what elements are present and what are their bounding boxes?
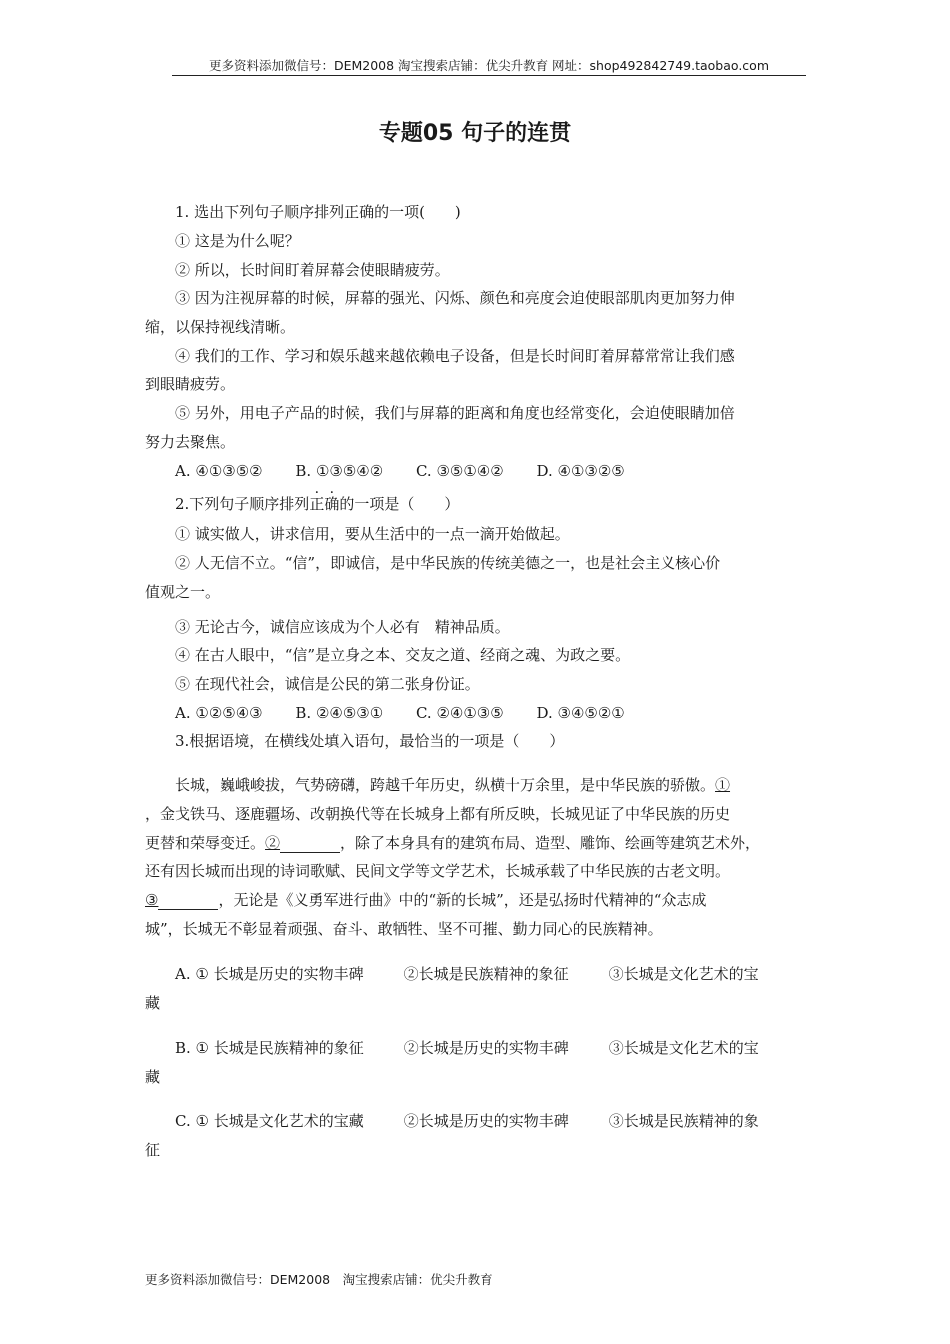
q1-sentence-3: ③ 因为注视屏幕的时候，屏幕的强光、闪烁、颜色和亮度会迫使眼部肌肉更加努力伸 bbox=[175, 289, 735, 307]
q3-option-a[interactable]: A. ① 长城是历史的实物丰碑 ②长城是民族精神的象征 ③长城是文化艺术的宝 bbox=[175, 965, 759, 983]
q3-passage-line-3: 更替和荣辱变迁。② ，除了本身具有的建筑布局、造型、雕饰、绘画等建筑艺术外， bbox=[145, 834, 761, 852]
q3-stem: 3.根据语境，在横线处填入语句，最恰当的一项是（ ） bbox=[175, 732, 565, 750]
q3-passage-line-4: 还有因长城而出现的诗词歌赋、民间文学等文学艺术，长城承载了中华民族的古老文明。 bbox=[145, 862, 731, 880]
q2-sentence-5: ⑤ 在现代社会，诚信是公民的第二张身份证。 bbox=[175, 675, 480, 693]
q3-passage-line-5: ③ ，无论是《义勇军进行曲》中的“新的长城”，还是弘扬时代精神的“众志成 bbox=[145, 891, 707, 909]
q3-option-c[interactable]: C. ① 长城是文化艺术的宝藏 ②长城是历史的实物丰碑 ③长城是民族精神的象 bbox=[175, 1112, 759, 1130]
blank-marker-3: ③ bbox=[145, 891, 159, 909]
q1-sentence-4: ④ 我们的工作、学习和娱乐越来越依赖电子设备，但是长时间盯着屏幕常常让我们感 bbox=[175, 347, 735, 365]
q3-passage-line-6: 城”，长城无不彰显着顽强、奋斗、敢牺牲、坚不可摧、勤力同心的民族精神。 bbox=[145, 920, 663, 938]
q1-sentence-5-cont: 努力去聚焦。 bbox=[145, 433, 236, 451]
q1-sentence-3-cont: 缩，以保持视线清晰。 bbox=[145, 318, 296, 336]
q1-option-c[interactable]: C. ③⑤①④② bbox=[415, 462, 504, 480]
q3-option-a-cont: 藏 bbox=[145, 994, 161, 1012]
q3-passage-line-2: ，金戈铁马、逐鹿疆场、改朝换代等在长城身上都有所反映，长城见证了中华民族的历史 bbox=[145, 805, 731, 823]
header-divider bbox=[172, 75, 806, 76]
q2-sentence-2: ② 人无信不立。“信”，即诚信，是中华民族的传统美德之一，也是社会主义核心价 bbox=[175, 554, 721, 572]
page-title: 专题05 句子的连贯 bbox=[378, 121, 572, 146]
q1-sentence-5: ⑤ 另外，用电子产品的时候，我们与屏幕的距离和角度也经常变化，会迫使眼睛加倍 bbox=[175, 404, 735, 422]
blank-marker-1: ① bbox=[715, 776, 731, 794]
q1-option-b[interactable]: B. ①③⑤④② bbox=[295, 462, 384, 480]
q3-option-b-cont: 藏 bbox=[145, 1068, 161, 1086]
q2-sentence-4: ④ 在古人眼中，“信”是立身之本、交友之道、经商之魂、为政之要。 bbox=[175, 646, 631, 664]
q3-option-b[interactable]: B. ① 长城是民族精神的象征 ②长城是历史的实物丰碑 ③长城是文化艺术的宝 bbox=[175, 1039, 759, 1057]
q3-option-c-cont: 征 bbox=[145, 1141, 161, 1159]
fill-blank-2[interactable] bbox=[280, 837, 340, 853]
q2-sentence-3: ③ 无论古今，诚信应该成为个人必有 精神品质。 bbox=[175, 618, 510, 636]
q2-options bbox=[175, 703, 625, 723]
q2-stem: 2.下列句子顺序排列正确的一项是（ ） bbox=[175, 495, 460, 513]
emphasis-dot: 确 bbox=[324, 495, 340, 513]
q1-option-d[interactable]: D. ④①③②⑤ bbox=[536, 462, 625, 480]
q2-sentence-2-cont: 值观之一。 bbox=[145, 583, 221, 601]
q1-sentence-2: ② 所以，长时间盯着屏幕会使眼睛疲劳。 bbox=[175, 261, 450, 279]
q2-option-b[interactable]: B. ②④⑤③① bbox=[295, 704, 384, 722]
q1-options bbox=[175, 461, 625, 481]
q1-sentence-4-cont: 到眼睛疲劳。 bbox=[145, 375, 236, 393]
q1-stem: 1. 选出下列句子顺序排列正确的一项( ) bbox=[175, 203, 461, 221]
page-header: 更多资料添加微信号：DEM2008 淘宝搜索店铺：优尖升教育 网址：shop492842749.taobao.com bbox=[208, 58, 770, 73]
q1-sentence-1: ① 这是为什么呢？ bbox=[175, 232, 300, 250]
blank-marker-2: ② bbox=[265, 834, 281, 852]
q2-option-c[interactable]: C. ②④①③⑤ bbox=[415, 704, 504, 722]
page-footer: 更多资料添加微信号：DEM2008 淘宝搜索店铺：优尖升教育 bbox=[145, 1272, 493, 1287]
q2-option-a[interactable]: A. ①②⑤④③ bbox=[175, 704, 263, 722]
q3-passage-line-1: 长城，巍峨峻拔，气势磅礴，跨越千年历史，纵横十万余里，是中华民族的骄傲。① bbox=[175, 776, 731, 794]
fill-blank-3[interactable] bbox=[158, 894, 218, 910]
q2-sentence-1: ① 诚实做人，讲求信用，要从生活中的一点一滴开始做起。 bbox=[175, 525, 570, 543]
q1-option-a[interactable]: A. ④①③⑤② bbox=[175, 462, 263, 480]
emphasis-dot: 正 bbox=[309, 495, 325, 513]
q2-option-d[interactable]: D. ③④⑤②① bbox=[536, 704, 625, 722]
